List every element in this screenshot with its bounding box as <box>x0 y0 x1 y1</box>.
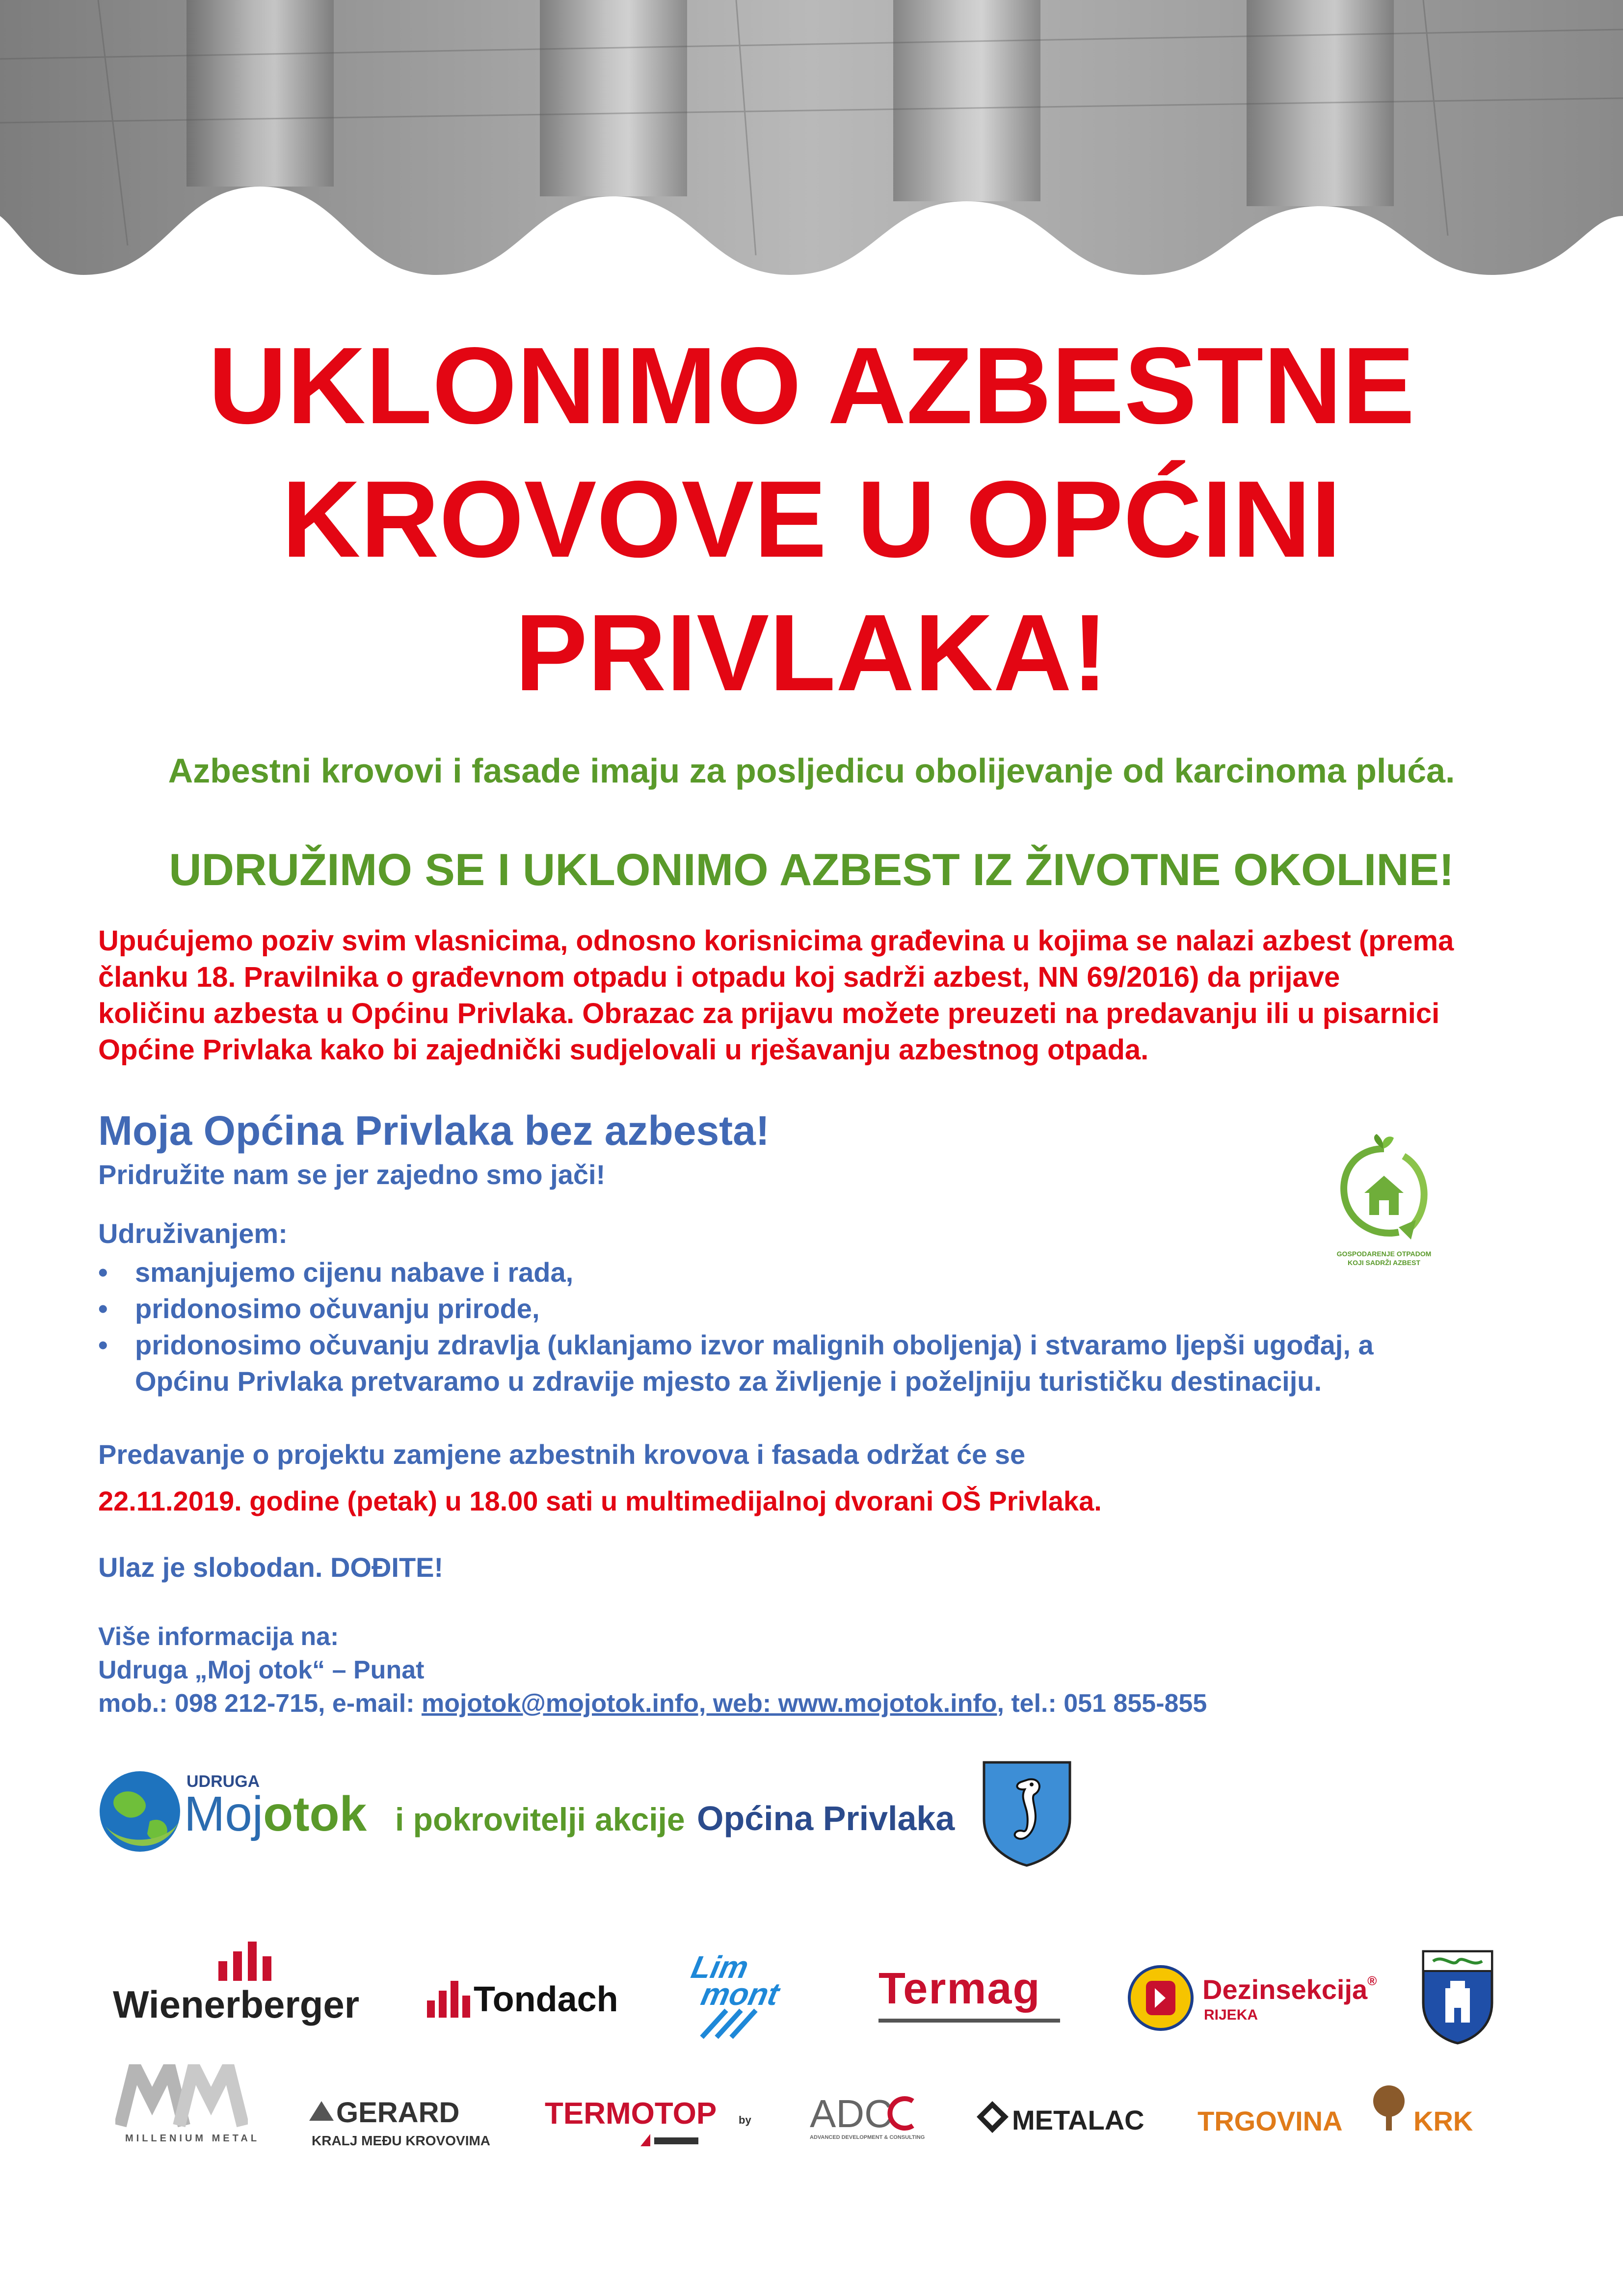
lecture-date: 22.11.2019. godine (petak) u 18.00 sati u multimedijalnoj dvorani OŠ Privlaka. <box>98 1486 1102 1516</box>
limmont-stripes-icon <box>697 2008 795 2042</box>
invite-line: Općine Privlaka kako bi zajednički sudjelovali u rješavanju azbestnog otpada. <box>98 1034 1149 1066</box>
moj-otok-logo: Mojotok <box>184 1786 367 1841</box>
globe-logo-icon <box>96 1767 184 1856</box>
contact-line: mob.: 098 212-715, e-mail: mojotok@mojotok.info, web: www.mojotok.info, tel.: 051 855-855 <box>98 1689 1207 1718</box>
sponsors-intro: i pokrovitelji akcije <box>395 1801 685 1837</box>
dezinsekcija-badge-icon <box>1126 1964 1195 2032</box>
lecture-announcement: Predavanje o projektu zamjene azbestnih krovova i fasada održat će se <box>98 1439 1026 1470</box>
termag-logo: Termag <box>878 1964 1065 2027</box>
list-item: • pridonosimo očuvanju zdravlja (uklanjamo izvor malignih oboljenja) i stvaramo ljepši ugođaj, a Općinu Privlaka pretvaramo u zdravije mjesto za življenje i poželjniju turističku destinaciju. <box>98 1327 1521 1400</box>
recycle-house-icon <box>1325 1134 1443 1247</box>
email-web-link[interactable]: mojotok@mojotok.info, web: www.mojotok.info <box>421 1689 997 1718</box>
headline <box>0 319 1623 720</box>
metalac-diamond-icon <box>977 2101 1009 2133</box>
wienerberger-mark-icon <box>216 1939 275 1981</box>
benefits-label: Udruživanjem: <box>98 1218 288 1249</box>
headline-line-1: UKLONIMO AZBESTNE <box>208 325 1415 447</box>
moj-otok-small: UDRUGA <box>186 1772 260 1791</box>
moja-title: Moja Općina Privlaka bez azbesta! <box>98 1107 770 1154</box>
subtitle: Azbestni krovovi i fasade imaju za posljedicu obolijevanje od karcinoma pluća. <box>168 752 1455 790</box>
benefits-list <box>98 1254 1521 1400</box>
seahorse-icon <box>982 1760 1072 1868</box>
asbestos-roof-image <box>0 0 1623 275</box>
trgovina-krk-logo: TRGOVINA KRK <box>1197 2081 1482 2145</box>
slogan: UDRUŽIMO SE I UKLONIMO AZBEST IZ ŽIVOTNE OKOLINE! <box>169 845 1454 895</box>
termotop-logo: TERMOTOP by <box>545 2096 756 2150</box>
metalac-logo: METALAC <box>977 2101 1163 2140</box>
list-item: • pridonosimo očuvanju prirode, <box>98 1291 1521 1327</box>
list-item: • smanjujemo cijenu nabave i rada, <box>98 1254 1521 1291</box>
contact-label: Više informacija na: <box>98 1622 339 1651</box>
termag-underline <box>878 2019 1060 2023</box>
privlaka-coat-of-arms <box>982 1760 1072 1868</box>
contact-org: Udruga „Moj otok“ – Punat <box>98 1656 425 1684</box>
termotop-brand-icon <box>640 2132 699 2151</box>
tree-icon <box>1367 2084 1411 2133</box>
moja-subtitle: Pridružite nam se jer zajedno smo jači! <box>98 1159 606 1190</box>
limmont-logo: Lim mont <box>687 1949 815 2042</box>
gerard-triangle-icon <box>309 2101 334 2121</box>
dezinsekcija-name: Dezinsekcija® <box>1202 1973 1377 2005</box>
adc-logo: ADC ADVANCED DEVELOPMENT & CONSULTING <box>810 2092 925 2140</box>
municipality-name: Općina Privlaka <box>697 1799 955 1837</box>
invite-line: Upućujemo poziv svim vlasnicima, odnosno korisnicima građevina u kojima se nalazi azbest (prema <box>98 925 1454 957</box>
tondach-mark-icon <box>427 1978 471 2018</box>
headline-line-2: KROVOVE U OPĆINI <box>282 459 1341 580</box>
entry-notice: Ulaz je slobodan. DOĐITE! <box>98 1552 444 1583</box>
tower-shield-icon <box>1421 1949 1494 2045</box>
gerard-logo: GERARD KRALJ MEĐU KROVOVIMA <box>309 2096 496 2150</box>
millenium-mm-icon <box>115 2064 248 2128</box>
asbestos-logo-caption: GOSPODARENJE OTPADOM KOJI SADRŽI AZBEST <box>1336 1250 1432 1267</box>
millenium-metal-logo: MILLENIUM METAL <box>115 2064 263 2150</box>
invite-line: članku 18. Pravilnika o građevnom otpadu i otpadu koj sadrži azbest, NN 69/2016) da prijave <box>98 961 1340 993</box>
contact-info <box>98 1620 1207 1720</box>
adc-accent-icon <box>883 2094 918 2133</box>
county-coat-of-arms <box>1421 1949 1494 2045</box>
invite-line: količinu azbesta u Općinu Privlaka. Obrazac za prijavu možete preuzeti na predavanju ili u pisarnici <box>98 998 1440 1029</box>
headline-line-3: PRIVLAKA! <box>515 592 1108 714</box>
invitation-paragraph <box>98 923 1551 1068</box>
dezinsekcija-logo: Dezinsekcija® RIJEKA <box>1126 1964 1401 2037</box>
tondach-logo: Tondach <box>427 1973 643 2027</box>
wienerberger-logo: Wienerberger <box>113 1939 383 2027</box>
